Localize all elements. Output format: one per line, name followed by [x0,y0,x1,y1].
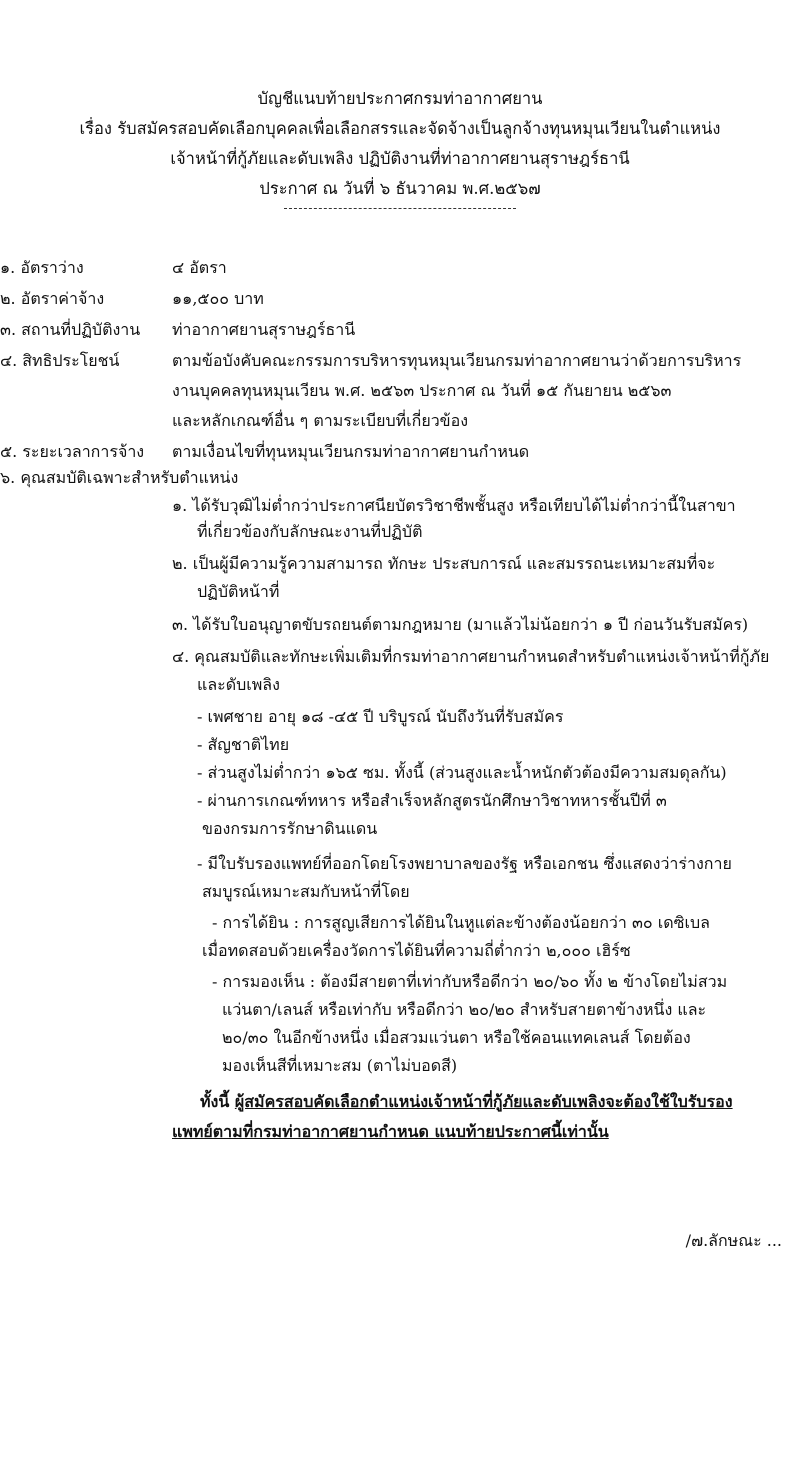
qualification-4-line-1: ๔. คุณสมบัติและทักษะเพิ่มเติมที่กรมท่าอากาศยานกำหนดสำหรับตำแหน่งเจ้าหน้าที่กู้ภัย [172,647,770,666]
item-value: ๑๑,๕๐๐ บาท [172,289,264,308]
detail-height: - ส่วนสูงไม่ต่ำกว่า ๑๖๕ ซม. ทั้งนี้ (ส่วนสูงและน้ำหนักตัวต้องมีความสมดุลกัน) [197,763,727,782]
detail-medical-line-2: สมบูรณ์เหมาะสมกับหน้าที่โดย [202,882,410,901]
detail-nationality: - สัญชาติไทย [197,735,290,754]
item-label: ๓. สถานที่ปฏิบัติงาน [0,320,141,339]
item-label: ๑. อัตราว่าง [0,258,84,277]
detail-hearing-line-2: เมื่อทดสอบด้วยเครื่องวัดการได้ยินที่ความถี่ต่ำกว่า ๒,๐๐๐ เฮิร์ซ [202,941,631,960]
detail-medical-line-1: - มีใบรับรองแพทย์ที่ออกโดยโรงพยาบาลของรัฐ หรือเอกชน ซึ่งแสดงว่าร่างกาย [197,854,732,873]
detail-vision-line-1: - การมองเห็น : ต้องมีสายตาที่เท่ากับหรือดีกว่า ๒๐/๖๐ ทั้ง ๒ ข้างโดยไม่สวม [212,972,728,991]
item-label: ๖. คุณสมบัติเฉพาะสำหรับตำแหน่ง [0,468,239,487]
note-underlined-2: แพทย์ตามที่กรมท่าอากาศยานกำหนด แนบท้ายประกาศนี้เท่านั้น [172,1122,609,1141]
header-subject: เรื่อง รับสมัครสอบคัดเลือกบุคคลเพื่อเลือกสรรและจัดจ้างเป็นลูกจ้างทุนหมุนเวียนในตำแหน่ง [79,119,721,138]
page-continuation: /๗.ลักษณะ ... [685,1231,782,1250]
item-label: ๔. สิทธิประโยชน์ [0,351,120,370]
item-value: ๔ อัตรา [172,258,227,277]
note-prefix: ทั้งนี้ [200,1092,235,1111]
header-divider [284,208,516,209]
item-label: ๒. อัตราค่าจ้าง [0,289,105,308]
detail-vision-line-3: ๒๐/๓๐ ในอีกข้างหนึ่ง เมื่อสวมแว่นตา หรือใช้คอนแทคเลนส์ โดยต้อง [222,1028,691,1047]
qualification-2-line-1: ๒. เป็นผู้มีความรู้ความสามารถ ทักษะ ประสบการณ์ และสมรรถนะเหมาะสมที่จะ [172,554,716,573]
benefits-line-1: ตามข้อบังคับคณะกรรมการบริหารทุนหมุนเวียนกรมท่าอากาศยานว่าด้วยการบริหาร [172,351,742,370]
qualification-3: ๓. ได้รับใบอนุญาตขับรถยนต์ตามกฎหมาย (มาแล้วไม่น้อยกว่า ๑ ปี ก่อนวันรับสมัคร) [172,615,749,634]
qualification-2-line-2: ปฏิบัติหน้าที่ [197,582,280,601]
detail-vision-line-4: มองเห็นสีที่เหมาะสม (ตาไม่บอดสี) [222,1056,458,1075]
qualification-1-line-2: ที่เกี่ยวข้องกับลักษณะงานที่ปฏิบัติ [197,522,423,541]
header-date: ประกาศ ณ วันที่ ๖ ธันวาคม พ.ศ.๒๕๖๗ [259,179,541,198]
detail-vision-line-2: แว่นตา/เลนส์ หรือเท่ากับ หรือดีกว่า ๒๐/๒๐ สำหรับสายตาข้างหนึ่ง และ [222,1000,707,1019]
note-line-2 [172,1117,609,1147]
item-value: ตามเงื่อนไขที่ทุนหมุนเวียนกรมท่าอากาศยานกำหนด [172,442,530,461]
item-label: ๕. ระยะเวลาการจ้าง [0,442,145,461]
header-title: บัญชีแนบท้ายประกาศกรมท่าอากาศยาน [257,89,543,108]
detail-hearing-line-1: - การได้ยิน : การสูญเสียการได้ยินในหูแต่ละข้างต้องน้อยกว่า ๓๐ เดซิเบล [212,913,710,932]
benefits-line-2: งานบุคคลทุนหมุนเวียน พ.ศ. ๒๕๖๓ ประกาศ ณ วันที่ ๑๕ กันยายน ๒๕๖๓ [172,381,672,400]
detail-gender-age: - เพศชาย อายุ ๑๘ -๔๕ ปี บริบูรณ์ นับถึงวันที่รับสมัคร [197,707,564,726]
note-line-1 [200,1087,733,1117]
benefits-line-3: และหลักเกณฑ์อื่น ๆ ตามระเบียบที่เกี่ยวข้อง [172,411,469,430]
qualification-1-line-1: ๑. ได้รับวุฒิไม่ต่ำกว่าประกาศนียบัตรวิชาชีพชั้นสูง หรือเทียบได้ไม่ต่ำกว่านี้ในสาขา [172,496,736,515]
header-position: เจ้าหน้าที่กู้ภัยและดับเพลิง ปฏิบัติงานที่ท่าอากาศยานสุราษฎร์ธานี [170,149,630,168]
note-underlined-1: ผู้สมัครสอบคัดเลือกตำแหน่งเจ้าหน้าที่กู้ภัยและดับเพลิงจะต้องใช้ใบรับรอง [234,1092,733,1111]
detail-military-line-2: ของกรมการรักษาดินแดน [202,819,378,838]
qualification-4-line-2: และดับเพลิง [197,675,280,694]
document-header [0,84,800,209]
item-value: ท่าอากาศยานสุราษฎร์ธานี [172,320,356,339]
detail-military-line-1: - ผ่านการเกณฑ์ทหาร หรือสำเร็จหลักสูตรนักศึกษาวิชาทหารชั้นปีที่ ๓ [197,791,667,810]
